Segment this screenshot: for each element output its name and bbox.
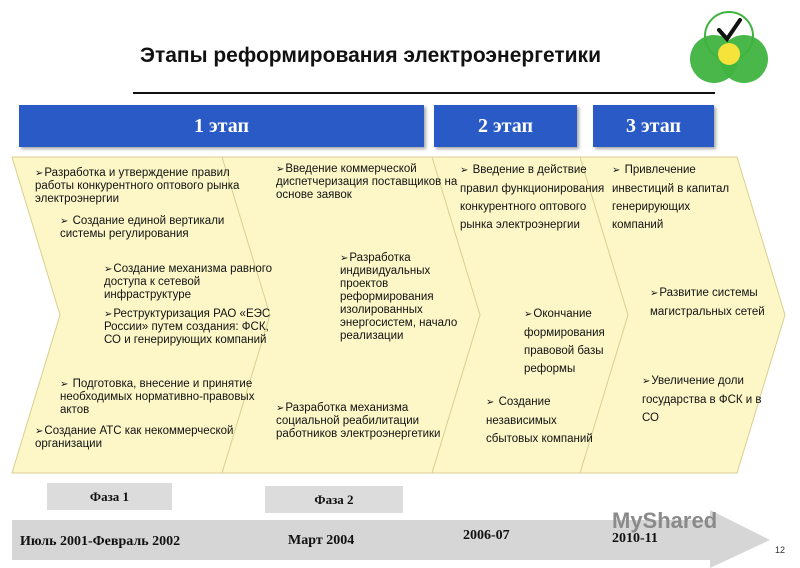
- stage4-item-3: ➢Увеличение доли государства в ФСК и в СО: [642, 375, 762, 424]
- stage1-item-5: ➢ Подготовка, внесение и принятие необходимых нормативно-правовых актов: [60, 378, 255, 416]
- stage2-item-1: ➢Введение коммерческой диспетчеризация поставщиков на основе заявок: [276, 163, 458, 201]
- stage3-item-3: ➢ Создание независимых сбытовых компаний: [486, 396, 593, 445]
- stage-2-header: 2 этап: [434, 105, 577, 147]
- phase-2-label: Фаза 2: [265, 486, 403, 513]
- timeline-date-3: 2006-07: [463, 528, 510, 543]
- stage4-item-2: ➢Развитие системы магистральных сетей: [650, 287, 765, 318]
- stage-1-header: 1 этап: [19, 105, 424, 147]
- timeline-date-1: Июль 2001-Февраль 2002: [20, 534, 181, 549]
- stage1-item-2: ➢ Создание единой вертикали системы регулирования: [60, 215, 225, 240]
- phase-1-label: Фаза 1: [47, 483, 172, 510]
- timeline-date-2: Март 2004: [288, 533, 355, 548]
- stage3-item-2: ➢Окончание формирования правовой базы реформы: [524, 308, 605, 375]
- stage3-item-1: ➢ Введение в действие правил функционирования конкурентного оптового рынка электроэнергии: [460, 164, 605, 231]
- stage1-item-6: ➢Создание АТС как некоммерческой организации: [35, 425, 234, 450]
- watermark: MyShared: [612, 508, 718, 533]
- stage1-item-3: ➢Создание механизма равного доступа к сетевой инфраструктуре: [104, 263, 273, 301]
- timeline-date-4: 2010-11: [612, 531, 658, 546]
- stage2-item-3: ➢Разработка механизма социальной реабилитации работников электроэнергетики: [276, 402, 441, 440]
- stage-3-header: 3 этап: [593, 105, 714, 147]
- stage4-item-1: ➢ Привлечение инвестиций в капитал генерирующих компаний: [612, 164, 730, 231]
- stage1-item-1: ➢Разработка и утверждение правил работы конкурентного оптового рынка электроэнергии: [35, 167, 240, 205]
- stage2-item-2: ➢Разработка индивидуальных проектов реформирования изолированных энергосистем, начало реализации: [340, 252, 458, 342]
- stage1-item-4: ➢Реструктуризация РАО «ЕЭС России» путем создания: ФСК, СО и генерирующих компаний: [104, 308, 271, 346]
- page-number: 12: [775, 545, 786, 555]
- page-title: Этапы реформирования электроэнергетики: [140, 44, 601, 67]
